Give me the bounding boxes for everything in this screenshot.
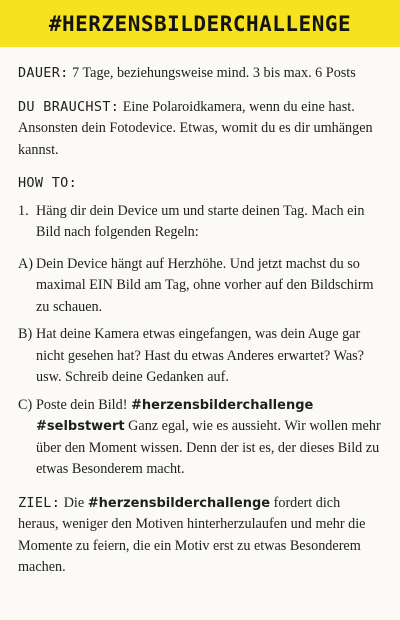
du-brauchst-text: Eine Polaroidkamera, wenn du eine hast. Ansonsten dein Fotodevice. Etwas, womit du es dir umhängen kannst. <box>18 98 373 158</box>
title-banner <box>0 0 400 47</box>
rule-a <box>18 254 382 319</box>
banner-title: #HERZENSBILDERCHALLENGE <box>48 11 352 36</box>
card-content <box>0 47 400 579</box>
how-to-label: HOW TO: <box>18 175 77 191</box>
step-1 <box>18 201 382 244</box>
how-to-section <box>18 173 382 195</box>
rule-b-text: Hat deine Kamera etwas eingefangen, was dein Auge gar nicht gesehen hat? Hast du etwas Anderes erwartet? Was? usw. Schreib deine Gedanken auf. <box>36 326 364 385</box>
rule-a-marker: A) <box>18 255 33 272</box>
rule-b <box>18 324 382 389</box>
ziel-label: ZIEL: <box>18 494 61 511</box>
ziel-hashtag: #herzensbilderchallenge <box>87 495 271 511</box>
dauer-section <box>18 63 382 85</box>
step-1-text: Häng dir dein Device um und starte deinen Tag. Mach ein Bild nach folgenden Regeln: <box>36 202 365 240</box>
ziel-text-before: Die <box>63 494 88 511</box>
rule-c-text-before: Poste dein Bild! <box>36 396 131 413</box>
ziel-text-after: fordert dich heraus, weniger den Motiven hinterherzulaufen und mehr die Momente zu feiern, die ein Motiv erst zu etwas Besonderem machen. <box>18 494 366 575</box>
dauer-label: DAUER: <box>18 65 69 81</box>
rule-c-marker: C) <box>18 396 33 413</box>
ziel-section <box>18 493 382 579</box>
rule-c <box>18 395 382 481</box>
rule-c-text <box>36 395 382 481</box>
rule-c-hashtags: #herzensbilderchallenge #selbstwert <box>36 397 314 434</box>
du-brauchst-label: DU BRAUCHST: <box>18 98 120 115</box>
step-1-marker: 1. <box>18 202 29 219</box>
rule-b-marker: B) <box>18 326 33 342</box>
dauer-text: 7 Tage, beziehungsweise mind. 3 bis max. 6 Posts <box>72 65 356 81</box>
du-brauchst-section <box>18 97 382 162</box>
rule-a-text: Dein Device hängt auf Herzhöhe. Und jetzt machst du so maximal EIN Bild am Tag, ohne vorher auf den Bildschirm zu schauen. <box>36 255 374 315</box>
rule-c-text-after: Ganz egal, wie es aussieht. Wir wollen mehr über den Moment wissen. Denn der ist es, der dieses Bild zu etwas Besonderem macht. <box>36 418 381 477</box>
